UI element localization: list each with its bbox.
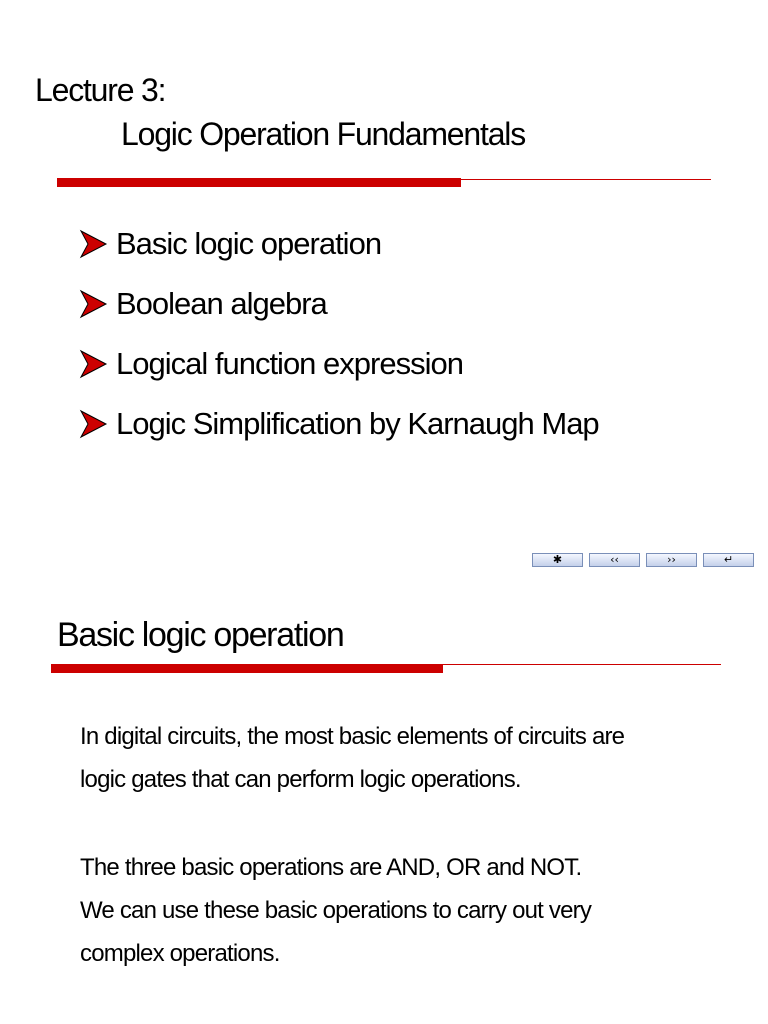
slide-navigation (532, 553, 754, 567)
lecture-title: Logic Operation Fundamentals (121, 116, 525, 152)
home-button[interactable]: ✱ (532, 553, 583, 567)
arrow-bullet-icon (78, 228, 116, 260)
slide-basic-logic-operation (0, 590, 768, 1024)
paragraph-operations (80, 846, 591, 975)
topic-text: Basic logic operation (116, 226, 382, 261)
return-button[interactable]: ↵ (703, 553, 754, 567)
paragraph-line: logic gates that can perform logic operations. (80, 766, 521, 793)
topic-text: Boolean algebra (116, 286, 327, 321)
paragraph-intro (80, 715, 624, 801)
paragraph-line: We can use these basic operations to carry out very (80, 897, 592, 924)
slide-title: Basic logic operation (57, 616, 344, 654)
list-item (78, 274, 599, 334)
paragraph-line: complex operations. (80, 940, 280, 967)
topic-text: Logic Simplification by Karnaugh Map (116, 406, 599, 441)
title-underline-thin (443, 664, 721, 665)
topic-text: Logical function expression (116, 346, 463, 381)
arrow-bullet-icon (78, 288, 116, 320)
list-item (78, 214, 599, 274)
title-underline-thin (461, 179, 711, 180)
lecture-label: Lecture 3: (35, 72, 166, 108)
title-underline-thick (51, 664, 443, 673)
topic-list (78, 214, 599, 454)
list-item (78, 394, 599, 454)
paragraph-line: The three basic operations are AND, OR and NOT. (80, 854, 582, 881)
title-underline-thick (57, 178, 461, 187)
paragraph-line: In digital circuits, the most basic elements of circuits are (80, 723, 625, 750)
arrow-bullet-icon (78, 348, 116, 380)
list-item (78, 334, 599, 394)
arrow-bullet-icon (78, 408, 116, 440)
next-button[interactable]: ›› (646, 553, 697, 567)
previous-button[interactable]: ‹‹ (589, 553, 640, 567)
